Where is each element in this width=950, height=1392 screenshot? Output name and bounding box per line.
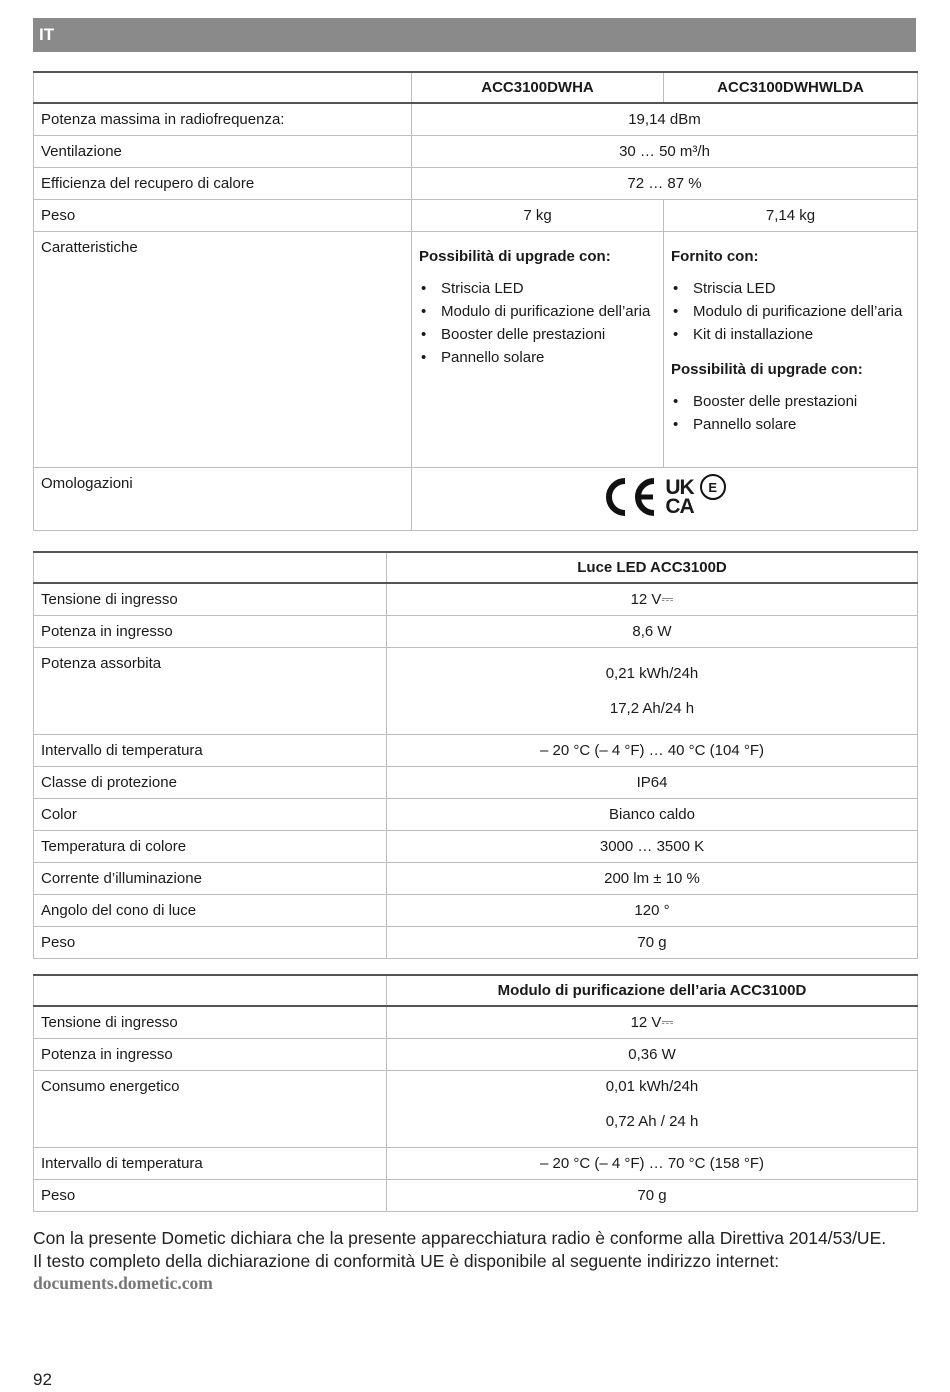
row-value: – 20 °C (– 4 °F) … 40 °C (104 °F): [387, 735, 918, 767]
row-label: Omologazioni: [34, 468, 412, 531]
list-item: • Kit di installazione: [671, 325, 910, 345]
features-title-upgrade: Possibilità di upgrade con:: [671, 361, 863, 378]
table-row-approvals: [34, 468, 918, 531]
header-empty: [34, 975, 387, 1006]
table-row: [34, 200, 918, 232]
row-label: Ventilazione: [34, 136, 412, 168]
row-label: Peso: [34, 927, 387, 959]
table-row: [34, 648, 918, 735]
table-row: [34, 799, 918, 831]
header-air-purifier: Modulo di purificazione dell’aria ACC3100D: [387, 975, 918, 1006]
features-col-b: [664, 232, 918, 468]
row-value: 3000 … 3500 K: [387, 831, 918, 863]
row-label: Efficienza del recupero di calore: [34, 168, 412, 200]
row-value: 120 °: [387, 895, 918, 927]
header-empty: [34, 72, 412, 103]
features-list: [671, 392, 910, 435]
header-model-b: ACC3100DWHWLDA: [664, 72, 918, 103]
row-value: 12 V⎓: [387, 583, 918, 616]
row-label: Classe di protezione: [34, 767, 387, 799]
table-row: [34, 895, 918, 927]
row-label: Peso: [34, 1180, 387, 1212]
header-model-a: ACC3100DWHA: [412, 72, 664, 103]
e-mark-icon: E: [700, 474, 726, 500]
table-row-features: [34, 232, 918, 468]
value-line: 0,21 kWh/24h: [605, 665, 699, 682]
declaration-text: Con la presente Dometic dichiara che la presente apparecchiatura radio è conforme alla Direttiva 2014/53/UE. Il testo completo della dichiarazione di conformità UE è disponibile al seguente indirizzo internet:: [33, 1228, 887, 1271]
row-value: – 20 °C (– 4 °F) … 70 °C (158 °F): [387, 1148, 918, 1180]
spec-table-main: [33, 71, 918, 531]
row-value: 30 … 50 m³/h: [412, 136, 918, 168]
table-row: [34, 1039, 918, 1071]
row-value: 8,6 W: [387, 616, 918, 648]
row-label: Tensione di ingresso: [34, 1006, 387, 1039]
row-label: Corrente d’illuminazione: [34, 863, 387, 895]
table-row: [34, 136, 918, 168]
table-row: [34, 1148, 918, 1180]
features-title: Possibilità di upgrade con:: [419, 248, 611, 265]
table-row: [34, 1180, 918, 1212]
row-label: Temperatura di colore: [34, 831, 387, 863]
table-header-row: [34, 72, 918, 103]
value-line: 0,01 kWh/24h: [605, 1078, 699, 1095]
approval-marks: [412, 468, 918, 531]
value-line: 17,2 Ah/24 h: [609, 700, 695, 717]
table-header-row: [34, 552, 918, 583]
table-row: [34, 735, 918, 767]
ce-mark-icon: [603, 477, 659, 517]
row-value: 12 V⎓: [387, 1006, 918, 1039]
table-row: [34, 927, 918, 959]
table-header-row: [34, 975, 918, 1006]
row-value: 72 … 87 %: [412, 168, 918, 200]
table-row: [34, 1006, 918, 1039]
value-line: 0,72 Ah / 24 h: [605, 1113, 699, 1130]
row-label: Potenza in ingresso: [34, 616, 387, 648]
list-item: • Pannello solare: [671, 415, 910, 435]
row-label: Consumo energetico: [34, 1071, 387, 1148]
row-label: Intervallo di temperatura: [34, 735, 387, 767]
list-item: • Pannello solare: [419, 348, 656, 368]
row-value: [387, 1071, 918, 1148]
list-item: • Modulo di purificazione dell’aria: [419, 302, 656, 322]
list-item: • Modulo di purificazione dell’aria: [671, 302, 910, 322]
table-row: [34, 1071, 918, 1148]
table-row: [34, 767, 918, 799]
table-row: [34, 831, 918, 863]
row-value: [387, 648, 918, 735]
row-value: 70 g: [387, 927, 918, 959]
row-value: 70 g: [387, 1180, 918, 1212]
row-value: 200 lm ± 10 %: [387, 863, 918, 895]
list-item: • Striscia LED: [671, 279, 910, 299]
documents-link[interactable]: documents.dometic.com: [33, 1273, 213, 1293]
ukca-top: UK: [665, 476, 694, 499]
table-row: [34, 168, 918, 200]
table-row: [34, 863, 918, 895]
row-label: Angolo del cono di luce: [34, 895, 387, 927]
header-empty: [34, 552, 387, 583]
row-label: Potenza in ingresso: [34, 1039, 387, 1071]
row-label: Peso: [34, 200, 412, 232]
features-list: [671, 279, 910, 345]
table-row: [34, 103, 918, 136]
list-item: • Striscia LED: [419, 279, 656, 299]
row-value: IP64: [387, 767, 918, 799]
row-value-a: 7 kg: [412, 200, 664, 232]
list-item: • Booster delle prestazioni: [671, 392, 910, 412]
row-value: 0,36 W: [387, 1039, 918, 1071]
language-bar: [33, 18, 916, 52]
spec-table-led: [33, 551, 918, 959]
row-label: Tensione di ingresso: [34, 583, 387, 616]
page-number: 92: [33, 1370, 52, 1389]
ukca-bottom: CA: [665, 495, 694, 518]
row-value: Bianco caldo: [387, 799, 918, 831]
spec-table-air-purifier: [33, 974, 918, 1212]
row-label: Color: [34, 799, 387, 831]
header-led: Luce LED ACC3100D: [387, 552, 918, 583]
language-code: IT: [39, 25, 55, 44]
row-label: Intervallo di temperatura: [34, 1148, 387, 1180]
features-col-a: [412, 232, 664, 468]
row-value-b: 7,14 kg: [664, 200, 918, 232]
table-row: [34, 616, 918, 648]
row-value: 19,14 dBm: [412, 103, 918, 136]
row-label: Potenza assorbita: [34, 648, 387, 735]
ukca-mark-icon: [665, 478, 693, 516]
list-item: • Booster delle prestazioni: [419, 325, 656, 345]
features-title: Fornito con:: [671, 248, 759, 265]
table-row: [34, 583, 918, 616]
features-list: [419, 279, 656, 368]
row-label: Potenza massima in radiofrequenza:: [34, 103, 412, 136]
row-label: Caratteristiche: [34, 232, 412, 468]
